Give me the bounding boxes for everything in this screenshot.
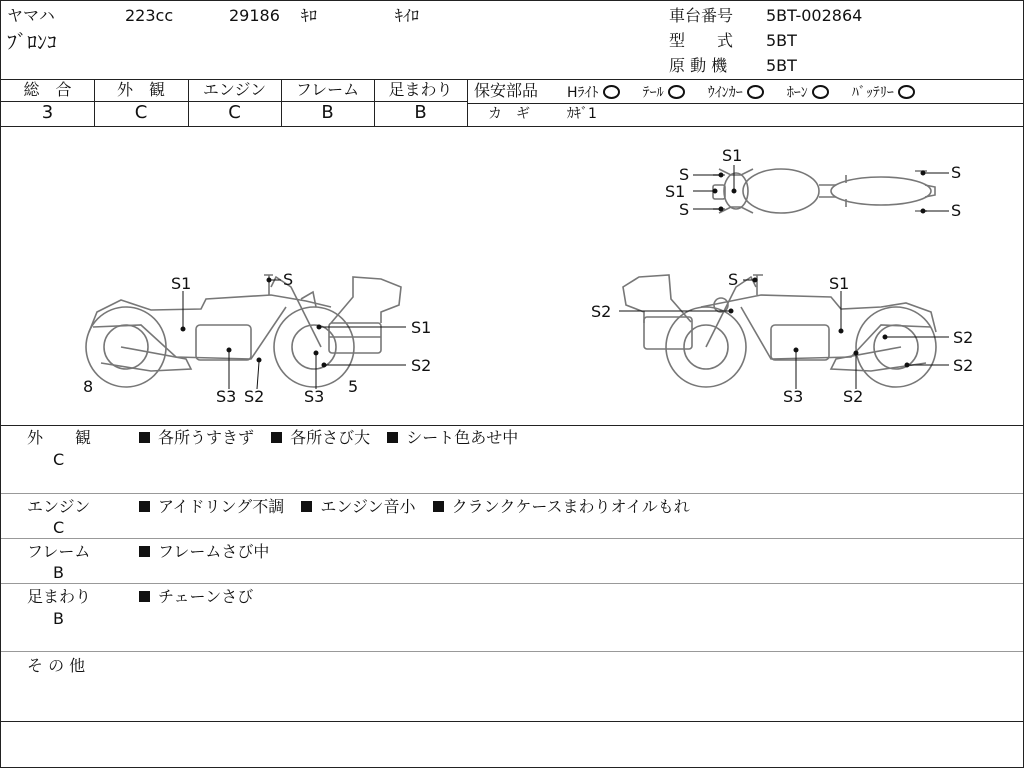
diagram-label: S (679, 200, 690, 219)
remark-exterior-issues (139, 429, 530, 447)
diagram-label: S2 (411, 356, 432, 375)
remark-engine-issues (139, 498, 702, 516)
issue-text: チェーンさび (158, 587, 254, 606)
bullet-icon (301, 501, 312, 512)
frame-number-value: 5BT-002864 (766, 6, 863, 25)
diagram-label: S3 (216, 387, 237, 406)
bullet-icon (139, 546, 150, 557)
divider (467, 79, 468, 126)
ok-circle-icon (747, 85, 764, 99)
unit-note: ｷｲﾛ (395, 6, 420, 25)
divider (1, 721, 1023, 722)
grade-overall-value: 3 (41, 102, 54, 123)
diagram-label: S2 (591, 302, 612, 321)
safety-parts-list (567, 83, 915, 102)
remark-frame-grade: B (53, 563, 64, 582)
ok-circle-icon (603, 85, 620, 99)
diagram-label: S (951, 201, 962, 220)
safety-item-label: ｳｲﾝｶｰ (707, 85, 743, 101)
bullet-icon (139, 432, 150, 443)
diagram-label: S2 (953, 328, 974, 347)
displacement: 223cc (125, 6, 174, 25)
remark-exterior-title: 外 観 (27, 428, 92, 447)
key-label: カ ギ (488, 106, 530, 122)
ok-circle-icon (898, 85, 915, 99)
remark-engine-grade: C (53, 518, 65, 537)
model-type-value: 5BT (766, 31, 797, 50)
mileage: 29186 (229, 6, 280, 25)
divider (1, 583, 1023, 584)
bike-left-side-drawing (86, 275, 401, 387)
bike-right-side-drawing (623, 275, 936, 387)
divider (1, 538, 1023, 539)
diagram-label: S2 (843, 387, 864, 406)
safety-parts-label: 保安部品 (474, 81, 539, 100)
diagram-label: S2 (244, 387, 265, 406)
issue-text: 各所うすきず (158, 428, 255, 447)
divider (1, 425, 1023, 426)
engine-type-label: 原 動 機 (669, 56, 728, 75)
diagram-label: S3 (304, 387, 325, 406)
diagram-label: S (728, 270, 739, 289)
diagram-label: 8 (83, 377, 94, 396)
safety-item-battery (852, 85, 915, 101)
safety-item-tail (643, 85, 685, 101)
model-type-label: 型 式 (669, 31, 734, 50)
remark-suspension-grade: B (53, 609, 64, 628)
safety-item-label: ﾃｰﾙ (642, 85, 664, 101)
safety-item-winker (708, 85, 764, 101)
engine-type-value: 5BT (766, 56, 797, 75)
divider (467, 103, 1023, 104)
safety-item-label: ﾊﾞｯﾃﾘｰ (851, 85, 894, 101)
grade-suspension-value: B (414, 102, 427, 123)
diagram-label: S1 (722, 146, 743, 165)
bullet-icon (433, 501, 444, 512)
key-value: ｶｷﾞ1 (567, 106, 597, 122)
grade-frame-value: B (321, 102, 334, 123)
damage-diagram (1, 127, 1023, 425)
safety-item-label: ﾎｰﾝ (786, 85, 808, 101)
diagram-label: S (951, 163, 962, 182)
mileage-unit: ｷﾛ (301, 6, 318, 25)
grade-frame-label: フレーム (295, 80, 360, 99)
bullet-icon (271, 432, 282, 443)
bullet-icon (139, 591, 150, 602)
issue-text: アイドリング不調 (158, 497, 285, 516)
bullet-icon (139, 501, 150, 512)
frame-number-label: 車台番号 (669, 6, 734, 25)
remark-frame-title: フレーム (27, 542, 91, 561)
grade-exterior-label: 外 観 (116, 80, 165, 99)
ok-circle-icon (668, 85, 685, 99)
safety-item-horn (787, 85, 829, 101)
safety-item-label: Hﾗｲﾄ (567, 85, 599, 101)
remark-frame-issues (139, 543, 281, 561)
bullet-icon (387, 432, 398, 443)
diagram-label: S2 (953, 356, 974, 375)
diagram-label: S1 (171, 274, 192, 293)
maker: ヤマハ (7, 6, 55, 25)
diagram-label: 5 (348, 377, 359, 396)
grade-overall-label: 総 合 (23, 80, 72, 99)
remark-suspension-title: 足まわり (27, 587, 92, 606)
remark-exterior-grade: C (53, 450, 65, 469)
diagram-label: S1 (829, 274, 850, 293)
model-name: ﾌﾞﾛﾝｺ (7, 30, 57, 54)
issue-text: エンジン音小 (320, 497, 416, 516)
grade-exterior-value: C (134, 102, 148, 123)
grade-engine-label: エンジン (202, 80, 267, 99)
safety-item-headlight (567, 85, 620, 101)
bike-top-view-drawing (713, 169, 935, 213)
divider (1, 493, 1023, 494)
diagram-label: S (283, 270, 294, 289)
remark-suspension-issues (139, 588, 265, 606)
issue-text: クランクケースまわりオイルもれ (451, 497, 690, 516)
diagram-label: S3 (783, 387, 804, 406)
grade-suspension-label: 足まわり (388, 80, 453, 99)
ok-circle-icon (812, 85, 829, 99)
issue-text: フレームさび中 (158, 542, 270, 561)
remark-other-title: そ の 他 (27, 656, 86, 675)
diagram-label: S (679, 165, 690, 184)
remark-engine-title: エンジン (27, 497, 91, 516)
issue-text: シート色あせ中 (406, 428, 519, 447)
grade-engine-value: C (228, 102, 241, 123)
diagram-label: S1 (665, 182, 686, 201)
diagram-label: S1 (411, 318, 432, 337)
divider (1, 651, 1023, 652)
issue-text: 各所さび大 (290, 428, 371, 447)
